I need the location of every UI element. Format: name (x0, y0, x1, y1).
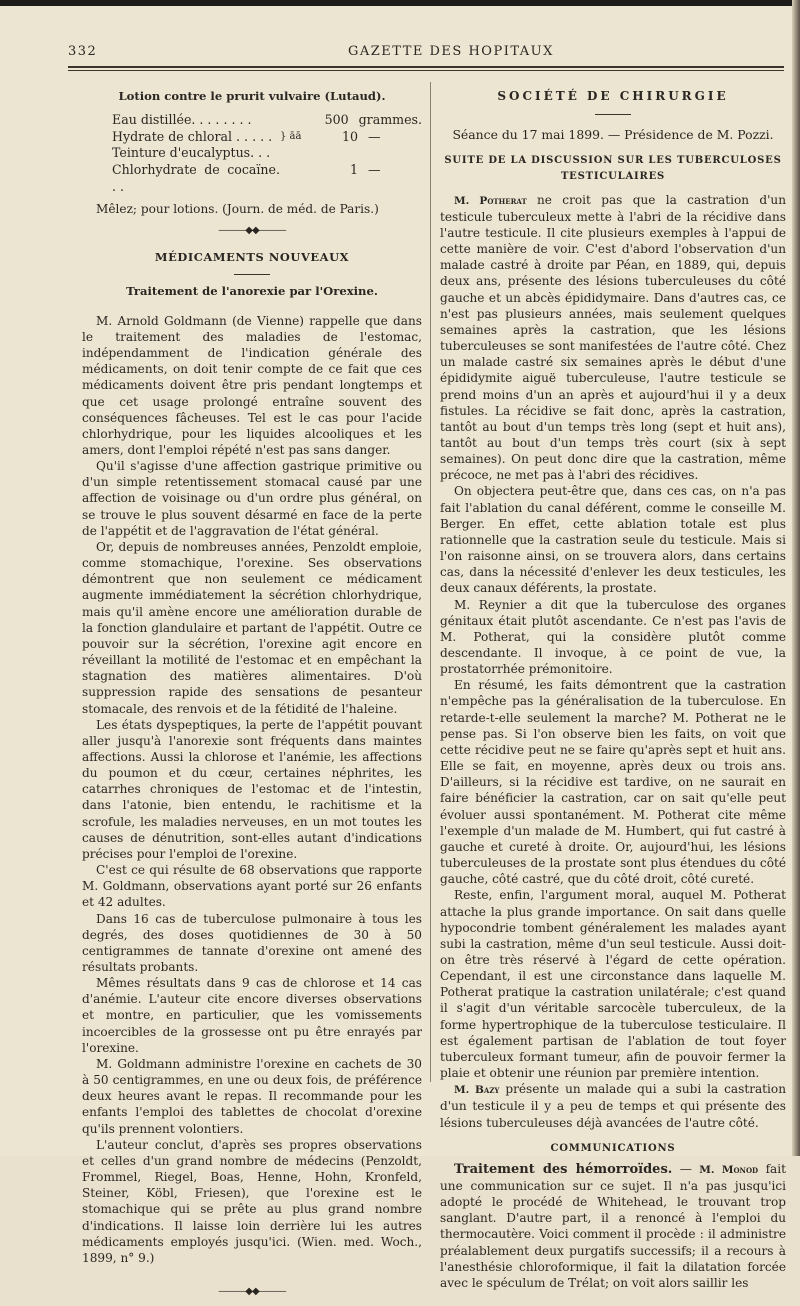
header-rule (68, 66, 784, 68)
formula-usage: Mêlez; pour lotions. (Journ. de méd. de Paris.) (96, 202, 379, 217)
paragraph: Mêmes résultats dans 9 cas de chlorose et 14 cas d'anémie. L'auteur cite encore diverses observations et montre, en particulier, que les vomissements incoercibles de la grossesse ont pu être enrayés par l'orexine. (82, 976, 422, 1055)
communication-title: Traitement des hémorroïdes. (454, 1161, 673, 1177)
brace-aa: } āā (280, 130, 302, 142)
paragraph: M. Goldmann administre l'orexine en cachets de 30 à 50 centigrammes, en une ou deux fois, de préférence deux heures avant le repas. Il recommande pour les enfants l'emploi des tablettes de chocolat d'orexine qu'ils prennent volontiers. (82, 1056, 422, 1136)
lotion-title: Lotion contre le prurit vulvaire (Lutaud). (118, 89, 386, 103)
journal-title: GAZETTE DES HOPITAUX (348, 44, 554, 59)
column-divider (430, 82, 431, 1082)
page-number: 332 (68, 44, 98, 59)
left-column (82, 86, 422, 1306)
paragraph: En résumé, les faits démontrent que la castration n'empêche pas la généralisation de la tuberculose. En retarde-t-elle seulement la marche? M. Potherat ne le pense pas. Si l'on observe bien les faits, on voit que cette récidive peut ne se faire qu'après sept et huit ans. Elle se fait, en moyenne, après deux ou trois ans. D'ailleurs, si la récidive est tardive, on ne saurait en faire bénéficier la castration, car on sait qu'elle peut évoluer aussi spontanément. M. Potherat cite même l'exemple d'un malade de M. Humbert, qui fut castré à gauche et cureté à droite. Or, aujourd'hui, les lésions tuberculeuses de la prostate sont plus étendues du côté gauche, côté castré, que du côté droit, côté cureté. (440, 678, 786, 887)
discussion-title: SUITE DE LA DISCUSSION SUR LES TUBERCULOSES TESTICULAIRES (444, 155, 782, 183)
paragraph: Dans 16 cas de tuberculose pulmonaire à tous les degrés, des doses quotidiennes de 30 à 50 centigrammes de tannate d'orexine ont amené des résultats probants. (82, 911, 422, 974)
communications-title: COMMUNICATIONS (550, 1142, 676, 1154)
ornament-divider: ———◆◆——— (218, 225, 286, 237)
paragraph: M. Reynier a dit que la tuberculose des organes génitaux était plutôt ascendante. Ce n'est pas l'avis de M. Potherat, qui la considère plutôt comme descendante. Il invoque, à ce point de vue, la prostatorrhée prémonitoire. (440, 597, 786, 677)
paragraph: M. Potherat ne croit pas que la castration d'un testicule tuberculeux mette à l'abri de la récidive dans l'autre testicule. Il cite plusieurs exemples à l'appui de cette manière de voir. C'est d'abord l'observation d'un malade castré à droite par Péan, en 1889, qui, depuis deux ans, présente des lésions tuberculeuses du côté gauche et un abcès épididymaire. Dans d'autres cas, ce n'est pas plusieurs années, mais seulement quelques semaines après la castration, que les lésions tuberculeuses se sont manifestées de l'autre côté. Chez un malade castré six semaines après le début d'une épididymite aiguë tuberculeuse, l'autre testicule se prend moins d'un an après et aujourd'hui il y a deux fistules. La récidive se fait donc, après la castration, tantôt au bout d'un temps très long (sept et huit ans), tantôt au bout d'un temps très court (six à sept semaines). On peut donc dire que la castration, même précoce, ne met pas à l'abri des récidives. (440, 192, 786, 483)
society-title: SOCIÉTÉ DE CHIRURGIE (497, 89, 729, 103)
formula-row: Eau distillée. . . . . . . . 500 grammes. (112, 112, 423, 128)
running-header (68, 44, 788, 64)
paragraph: Or, depuis de nombreuses années, Penzoldt emploie, comme stomachique, l'orexine. Ses observations démontrent que non seulement ce médicament augmente immédiatement la sécrétion chlorhydrique, mais qu'il amène encore une amélioration durable de la fonction glandulaire et partant de l'appétit. Outre ce pouvoir sur la sécrétion, l'orexine agit encore en réveillant la motilité de l'estomac et en empêchant la stagnation des matières alimentaires. D'où suppression rapide des sensations de pesanteur stomacale, des renvois et de la fétidité de l'haleine. (82, 539, 422, 716)
header-rule-thin (68, 70, 784, 71)
paragraph: L'auteur conclut, d'après ses propres observations et celles d'un grand nombre de médecins (Penzoldt, Frommel, Riegel, Boas, Henne, Hohn, Kronfeld, Steiner, Köbl, Friesen), que l'orexine est le stomachique qui se prête au plus grand nombre d'indications. Il laisse loin derrière lui les autres médicaments employés jusqu'ici. (Wien. med. Woch., 1899, n° 9.) (82, 1137, 422, 1265)
right-column (440, 86, 786, 1291)
paragraph: M. Arnold Goldmann (de Vienne) rappelle que dans le traitement des maladies de l'estomac, indépendamment de l'indication générale des médicaments, on doit tenir compte de ce fait que ces médicaments doivent être pris pendant longtemps et que cet usage prolongé entraîne souvent des conséquences fâcheuses. Tel est le cas pour l'acide chlorhydrique, pour les liquides alcooliques et les amers, dont l'emploi répété n'est pas sans danger. (82, 313, 422, 457)
speaker-name: M. Monod (699, 1163, 759, 1176)
page-edge-shadow (792, 0, 800, 1156)
short-rule (234, 274, 270, 275)
paragraph: Les états dyspeptiques, la perte de l'appétit pouvant aller jusqu'à l'anorexie sont fréquents dans maintes affections. Aussi la chlorose et l'anémie, les affections du poumon et du cœur, certaines néphrites, les catarrhes chroniques de l'estomac et de l'intestin, dans l'atonie, bien entendu, le rachitisme et la scrofule, les maladies nerveuses, en un mot toutes les causes de dénutrition, sont-elles autant d'indications précises pour l'emploi de l'orexine. (82, 717, 422, 861)
formula-row: Chlorhydrate de cocaïne. . . 1 — (112, 161, 381, 194)
speaker-name: M. Bazy (454, 1084, 500, 1097)
ornament-divider: ———◆◆——— (218, 1285, 286, 1297)
paragraph: Reste, enfin, l'argument moral, auquel M. Potherat attache la plus grande importance. On sait dans quelle hypocondrie tombent généralement les malades ayant subi la castration, même d'un seul testicule. Aussi doit-on être très réservé à l'égard de cette opération. Cependant, il est une circonstance dans laquelle M. Potherat pratique la castration unilatérale; c'est quand il s'agit d'un véritable sarcocèle tuberculeux, de la forme hypertrophique de la tuberculose testiculaire. Il est également partisan de l'ablation de tout foyer tuberculeux formant tumeur, afin de pouvoir fermer la plaie et obtenir une réunion par première intention. (440, 888, 786, 1081)
paragraph: C'est ce qui résulte de 68 observations que rapporte M. Goldmann, observations ayant porté sur 26 enfants et 42 adultes. (82, 863, 422, 910)
subsection-title: Traitement de l'anorexie par l'Orexine. (126, 283, 378, 298)
top-border (0, 0, 800, 6)
formula (82, 112, 422, 195)
formula-row: Hydrate de chloral . . . . . } āā 10 — (112, 128, 381, 144)
formula-row: Teinture d'eucalyptus. . . (112, 145, 271, 161)
paragraph: On objectera peut-être que, dans ces cas, on n'a pas fait l'ablation du canal déférent, comme le conseille M. Berger. En effet, cette ablation totale est plus rationnelle que la castration seule du testicule. Mais si l'on raisonne ainsi, on se trouvera alors, dans certains cas, dans la nécessité d'enlever les deux testicules, les deux canaux déférents, la prostate. (440, 484, 786, 596)
paragraph: Qu'il s'agisse d'une affection gastrique primitive ou d'un simple retentissement stomacal causé par une affection de voisinage ou d'un ordre plus général, on se trouve le plus souvent désarmé en face de la perte de l'appétit et de l'aggravation de l'état général. (82, 459, 422, 538)
section-title: MÉDICAMENTS NOUVEAUX (154, 250, 350, 265)
session-line: Séance du 17 mai 1899. — Présidence de M. Pozzi. (452, 127, 774, 143)
paragraph: M. Bazy présente un malade qui a subi la castration d'un testicule il y a peu de temps et qui présente des lésions tuberculeuses déjà avancées de l'autre côté. (440, 1082, 786, 1130)
short-rule (595, 114, 631, 115)
paragraph: Traitement des hémorroïdes. — M. Monod fait une communication sur ce sujet. Il n'a pas jusqu'ici adopté le procédé de Whitehead, le trouvant trop sanglant. D'autre part, il a renoncé à l'emploi du thermocautère. Voici comment il procède : il administre préalablement deux purgatifs successifs; il a recours à l'anesthésie chloroformique, il fait la dilatation forcée avec le spéculum de Trélat; on voit alors saillir les (440, 1161, 786, 1290)
speaker-name: M. Potherat (454, 194, 527, 207)
